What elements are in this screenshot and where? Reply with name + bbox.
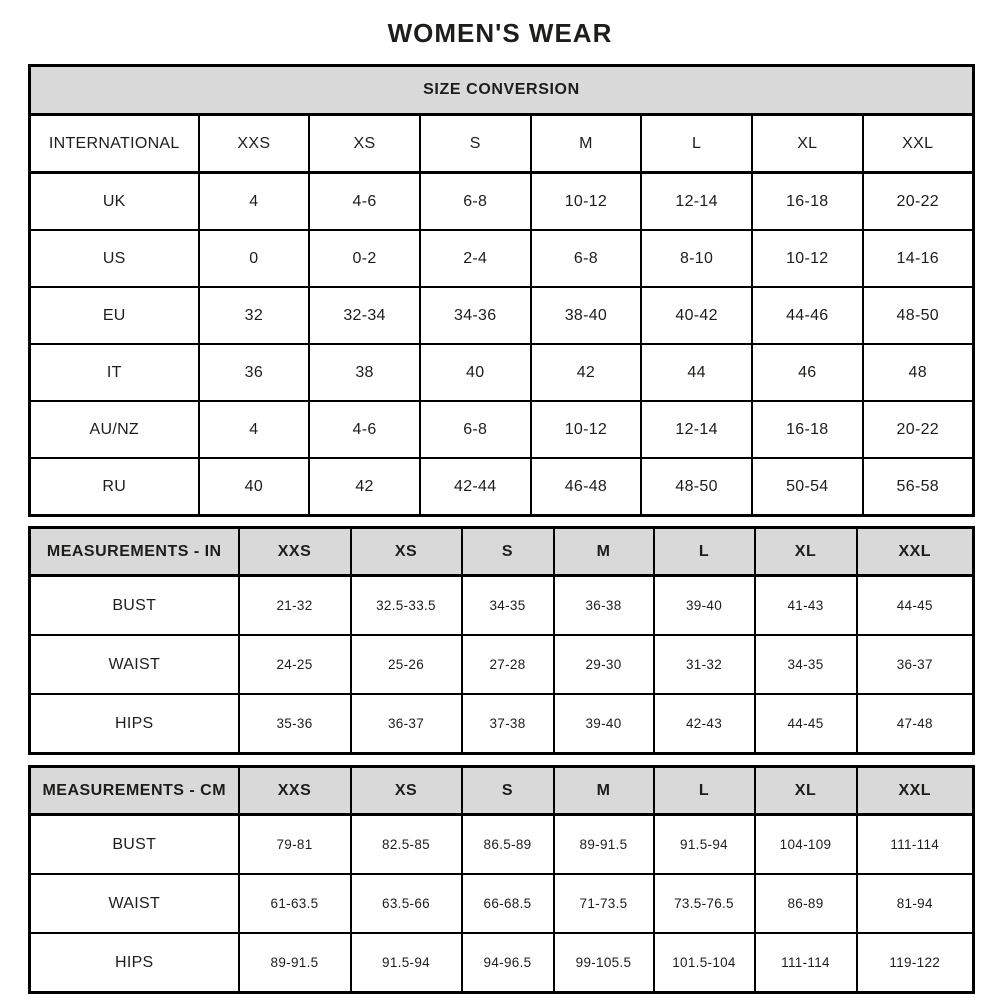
value-cell: 81-94 [857,874,974,933]
size-column-header: XS [351,528,462,576]
size-column-header: L [641,115,752,173]
size-column-header: S [462,767,554,815]
value-cell: 36-37 [857,635,974,694]
value-cell: 32 [199,287,310,344]
value-cell: 63.5-66 [351,874,462,933]
value-cell: 12-14 [641,173,752,231]
value-cell: 16-18 [752,173,863,231]
value-cell: 101.5-104 [654,933,755,993]
size-column-header: XXS [239,528,351,576]
table-row [30,815,974,875]
value-cell: 44 [641,344,752,401]
value-cell: 50-54 [752,458,863,516]
value-cell: 38-40 [531,287,642,344]
column-header-row [30,115,974,173]
value-cell: 34-35 [462,576,554,636]
value-cell: 24-25 [239,635,351,694]
value-cell: 73.5-76.5 [654,874,755,933]
value-cell: 35-36 [239,694,351,754]
value-cell: 27-28 [462,635,554,694]
row-label: BUST [30,815,239,875]
value-cell: 10-12 [752,230,863,287]
value-cell: 82.5-85 [351,815,462,875]
value-cell: 10-12 [531,173,642,231]
table-row [30,933,974,993]
value-cell: 32.5-33.5 [351,576,462,636]
value-cell: 44-45 [755,694,857,754]
value-cell: 42 [309,458,420,516]
table-row [30,576,974,636]
size-column-header: S [462,528,554,576]
table-row [30,230,974,287]
value-cell: 34-35 [755,635,857,694]
value-cell: 6-8 [531,230,642,287]
table-row [30,401,974,458]
value-cell: 46-48 [531,458,642,516]
value-cell: 39-40 [554,694,654,754]
value-cell: 42-44 [420,458,531,516]
measurements-cm-table [28,765,975,994]
value-cell: 104-109 [755,815,857,875]
measurements-cm-rows [30,815,974,993]
value-cell: 4 [199,173,310,231]
size-column-header: XXL [857,528,974,576]
size-column-header: M [554,767,654,815]
value-cell: 20-22 [863,401,974,458]
row-header-label: INTERNATIONAL [30,115,199,173]
size-column-header: XXS [239,767,351,815]
value-cell: 40 [420,344,531,401]
value-cell: 86-89 [755,874,857,933]
value-cell: 40 [199,458,310,516]
size-column-header: XL [755,767,857,815]
row-label: HIPS [30,933,239,993]
size-column-header: L [654,528,755,576]
size-column-header: XXL [863,115,974,173]
value-cell: 21-32 [239,576,351,636]
value-cell: 79-81 [239,815,351,875]
row-label: HIPS [30,694,239,754]
value-cell: 44-45 [857,576,974,636]
value-cell: 39-40 [654,576,755,636]
size-column-header: XXL [857,767,974,815]
size-column-header: XXS [199,115,310,173]
row-label: WAIST [30,874,239,933]
value-cell: 89-91.5 [554,815,654,875]
row-header-label: MEASUREMENTS - CM [30,767,239,815]
table-row [30,287,974,344]
value-cell: 36-38 [554,576,654,636]
value-cell: 16-18 [752,401,863,458]
section-title: SIZE CONVERSION [30,66,974,115]
value-cell: 91.5-94 [654,815,755,875]
value-cell: 4 [199,401,310,458]
value-cell: 36-37 [351,694,462,754]
row-header-label: MEASUREMENTS - IN [30,528,239,576]
row-label: EU [30,287,199,344]
value-cell: 37-38 [462,694,554,754]
column-header-row [30,528,974,576]
table-row [30,458,974,516]
size-column-header: M [531,115,642,173]
size-column-header: XS [351,767,462,815]
row-label: AU/NZ [30,401,199,458]
value-cell: 44-46 [752,287,863,344]
value-cell: 48-50 [641,458,752,516]
value-cell: 48-50 [863,287,974,344]
value-cell: 0-2 [309,230,420,287]
value-cell: 0 [199,230,310,287]
value-cell: 94-96.5 [462,933,554,993]
value-cell: 111-114 [755,933,857,993]
row-label: US [30,230,199,287]
size-column-header: XL [752,115,863,173]
page-title: WOMEN'S WEAR [387,18,613,48]
table-row [30,344,974,401]
size-conversion-rows [30,173,974,516]
value-cell: 8-10 [641,230,752,287]
value-cell: 91.5-94 [351,933,462,993]
table-row [30,173,974,231]
size-column-header: XS [309,115,420,173]
row-label: UK [30,173,199,231]
value-cell: 46 [752,344,863,401]
value-cell: 14-16 [863,230,974,287]
value-cell: 10-12 [531,401,642,458]
value-cell: 66-68.5 [462,874,554,933]
value-cell: 86.5-89 [462,815,554,875]
value-cell: 6-8 [420,173,531,231]
value-cell: 12-14 [641,401,752,458]
value-cell: 119-122 [857,933,974,993]
value-cell: 41-43 [755,576,857,636]
value-cell: 56-58 [863,458,974,516]
row-label: BUST [30,576,239,636]
size-column-header: XL [755,528,857,576]
row-label: RU [30,458,199,516]
value-cell: 47-48 [857,694,974,754]
value-cell: 61-63.5 [239,874,351,933]
value-cell: 48 [863,344,974,401]
value-cell: 32-34 [309,287,420,344]
value-cell: 99-105.5 [554,933,654,993]
table-row [30,694,974,754]
measurements-in-rows [30,576,974,754]
value-cell: 38 [309,344,420,401]
column-header-row [30,767,974,815]
table-row [30,874,974,933]
value-cell: 42-43 [654,694,755,754]
value-cell: 34-36 [420,287,531,344]
value-cell: 40-42 [641,287,752,344]
value-cell: 20-22 [863,173,974,231]
section-header-row [30,66,974,115]
size-conversion-table [28,64,975,517]
value-cell: 42 [531,344,642,401]
size-column-header: L [654,767,755,815]
value-cell: 111-114 [857,815,974,875]
value-cell: 31-32 [654,635,755,694]
value-cell: 71-73.5 [554,874,654,933]
value-cell: 6-8 [420,401,531,458]
row-label: WAIST [30,635,239,694]
table-row [30,635,974,694]
value-cell: 89-91.5 [239,933,351,993]
size-column-header: M [554,528,654,576]
measurements-in-table [28,526,975,755]
size-column-header: S [420,115,531,173]
value-cell: 4-6 [309,173,420,231]
row-label: IT [30,344,199,401]
value-cell: 2-4 [420,230,531,287]
value-cell: 4-6 [309,401,420,458]
value-cell: 25-26 [351,635,462,694]
value-cell: 36 [199,344,310,401]
value-cell: 29-30 [554,635,654,694]
